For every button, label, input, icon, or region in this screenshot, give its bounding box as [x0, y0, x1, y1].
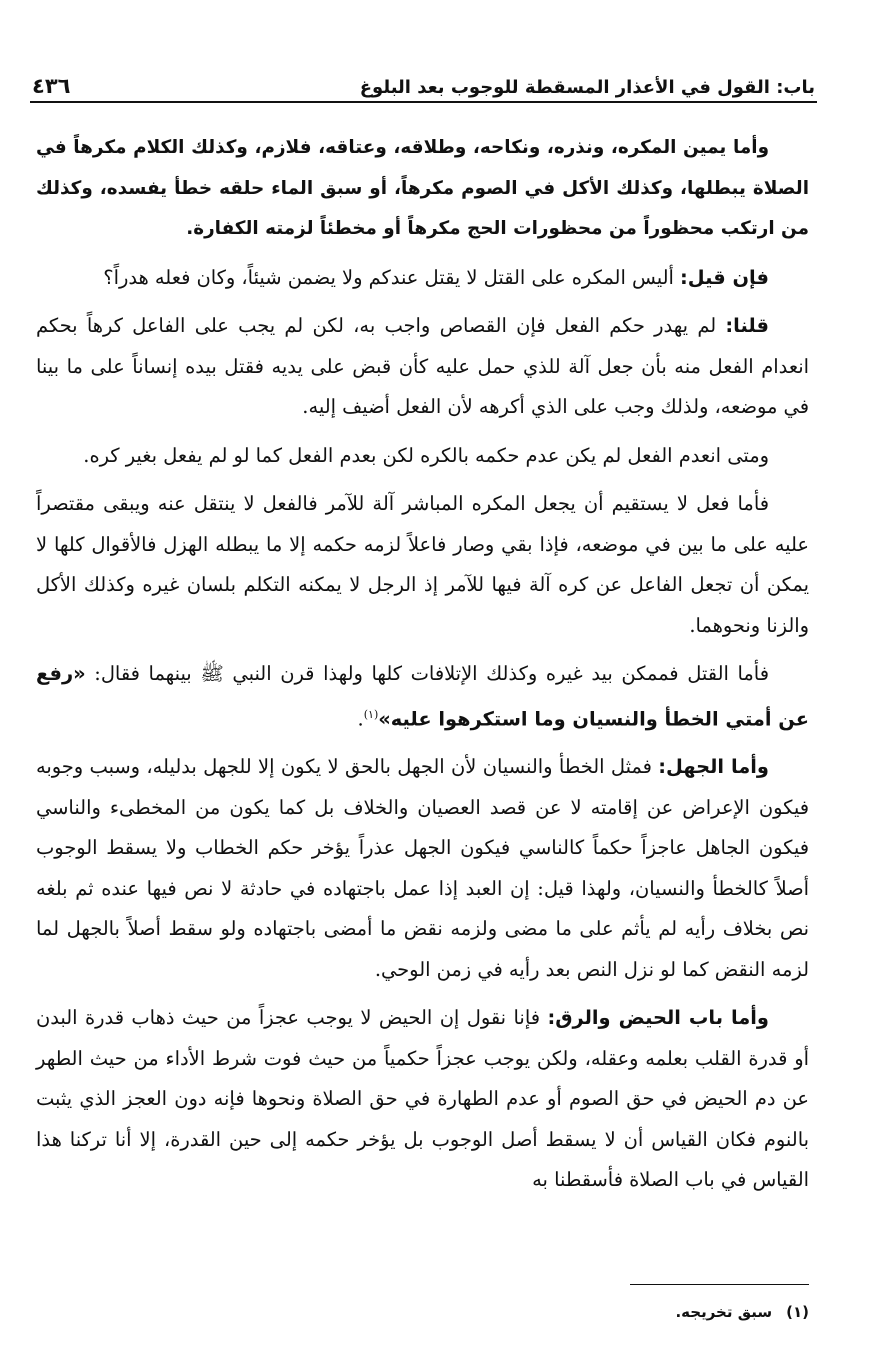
paragraph-6-text: فأما القتل فممكن بيد غيره وكذلك الإتلافات كلها ولهذا قرن النبي ﷺ بينهما فقال: — [85, 662, 769, 685]
paragraph-3-lead: قلنا: — [725, 314, 769, 337]
paragraph-8-lead: وأما باب الحيض والرق: — [547, 1006, 769, 1030]
paragraph-3-text: لم يهدر حكم الفعل فإن القصاص واجب به، لكن لم يجب على الفاعل كرهاً بحكم انعدام الفعل منه بأن جعل آلة للذي حمل عليه كأن قبض على يديه فقتل بيده إنساناً على ما بينا في موضعه، ولذلك وجب على الذي أكرهه لأن الفعل أضيف إليه. — [36, 314, 809, 418]
paragraph-7-lead: وأما الجهل: — [658, 755, 769, 779]
paragraph-2-lead: فإن قيل: — [680, 265, 769, 289]
running-title: باب: القول في الأعذار المسقطة للوجوب بعد البلوغ — [359, 77, 815, 98]
paragraph-7-text: فمثل الخطأ والنسيان لأن الجهل بالحق لا يكون إلا للجهل بدليله، وسبب وجوبه فيكون الإعراض عن إقامته لا عن قصد العصيان والخلاف بل كما يكون من المخطىء والناسي فيكون الجاهل عاجزاً حكماً كالناسي فيكون الجهل عذراً يؤخر حكم الخطاب ولا يسقط الوجوب أصلاً كالخطأ والنسيان، ولهذا قيل: إن العبد إذا عمل باجتهاده في حادثة لا نص فيها عنده ثم بلغه نص بخلاف رأيه لم يأثم على ما مضى ولزمه نقض ما أمضى باجتهاده ولو سقط أصلاً بالجهل لما لزمه النقض كما لو نزل النص بعد رأيه في زمن الوحي. — [36, 755, 809, 981]
footnote-text: سبق تخريجه. — [675, 1303, 773, 1321]
paragraph-5: فأما فعل لا يستقيم أن يجعل المكره المباشر آلة للآمر فالفعل لا ينتقل عنه ويبقى مقتصراً عليه على ما بين في موضعه، فإذا بقي وصار فاعلاً لزمه حكمه إلا ما يبطله الهزل فالأقوال كلها لا يمكن أن تجعل الفاعل عن كره آلة فيها للآمر إذ الرجل لا يمكنه التكلم بلسان غيره وكذلك الأكل والزنا ونحوهما. — [36, 492, 809, 637]
paragraph-7 — [36, 747, 809, 990]
paragraph-3 — [36, 306, 809, 428]
footnote-divider — [630, 1284, 809, 1285]
footnote — [400, 1303, 809, 1321]
page-body — [36, 128, 809, 1238]
paragraph-2 — [36, 258, 809, 299]
paragraph-2-text: أليس المكره على القتل لا يقتل عندكم ولا يضمن شيئاً، وكان فعله هدراً؟ — [103, 265, 681, 289]
footnote-reference: (١) — [363, 707, 379, 721]
paragraph-4: ومتى انعدم الفعل لم يكن عدم حكمه بالكره لكن بعدم الفعل كما لو لم يفعل بغير كره. — [83, 443, 769, 467]
page-number: ٤٣٦ — [32, 74, 71, 98]
footnote-marker: (١) — [786, 1303, 809, 1321]
page-header — [32, 62, 815, 98]
paragraph-6-end: . — [357, 706, 364, 730]
hadith-quote: «رفع عن أمتي الخطأ والنسيان وما استكرهوا عليه» — [36, 662, 809, 730]
paragraph-8-text: فإنا نقول إن الحيض لا يوجب عجزاً من حيث ذهاب قدرة البدن أو قدرة القلب بعلمه وعقله، ولكن يوجب عجزاً حكمياً من حيث فوت شرط الأداء من حيث الطهر عن دم الحيض في حق الصوم أو عدم الطهارة في حق الصلاة ونحوها فإنه دون العجز الذي يثبت بالنوم فكان القياس أن لا يسقط أصل الوجوب بل يؤخر حكمه إلى حين القدرة، إلا أنا تركنا هذا القياس في باب الصلاة فأسقطنا به — [36, 1006, 809, 1192]
header-divider — [30, 101, 817, 103]
paragraph-6 — [36, 654, 809, 739]
paragraph-8 — [36, 998, 809, 1201]
paragraph-1: وأما يمين المكره، ونذره، ونكاحه، وطلاقه، وعتاقه، فلازم، وكذلك الكلام مكرهاً في الصلاة يبطلها، وكذلك الأكل في الصوم مكرهاً، أو سبق الماء حلقه خطأ يفسده، وكذلك من ارتكب محظوراً من محظورات الحج مكرهاً أو مخطئاً لزمته الكفارة. — [36, 137, 809, 239]
